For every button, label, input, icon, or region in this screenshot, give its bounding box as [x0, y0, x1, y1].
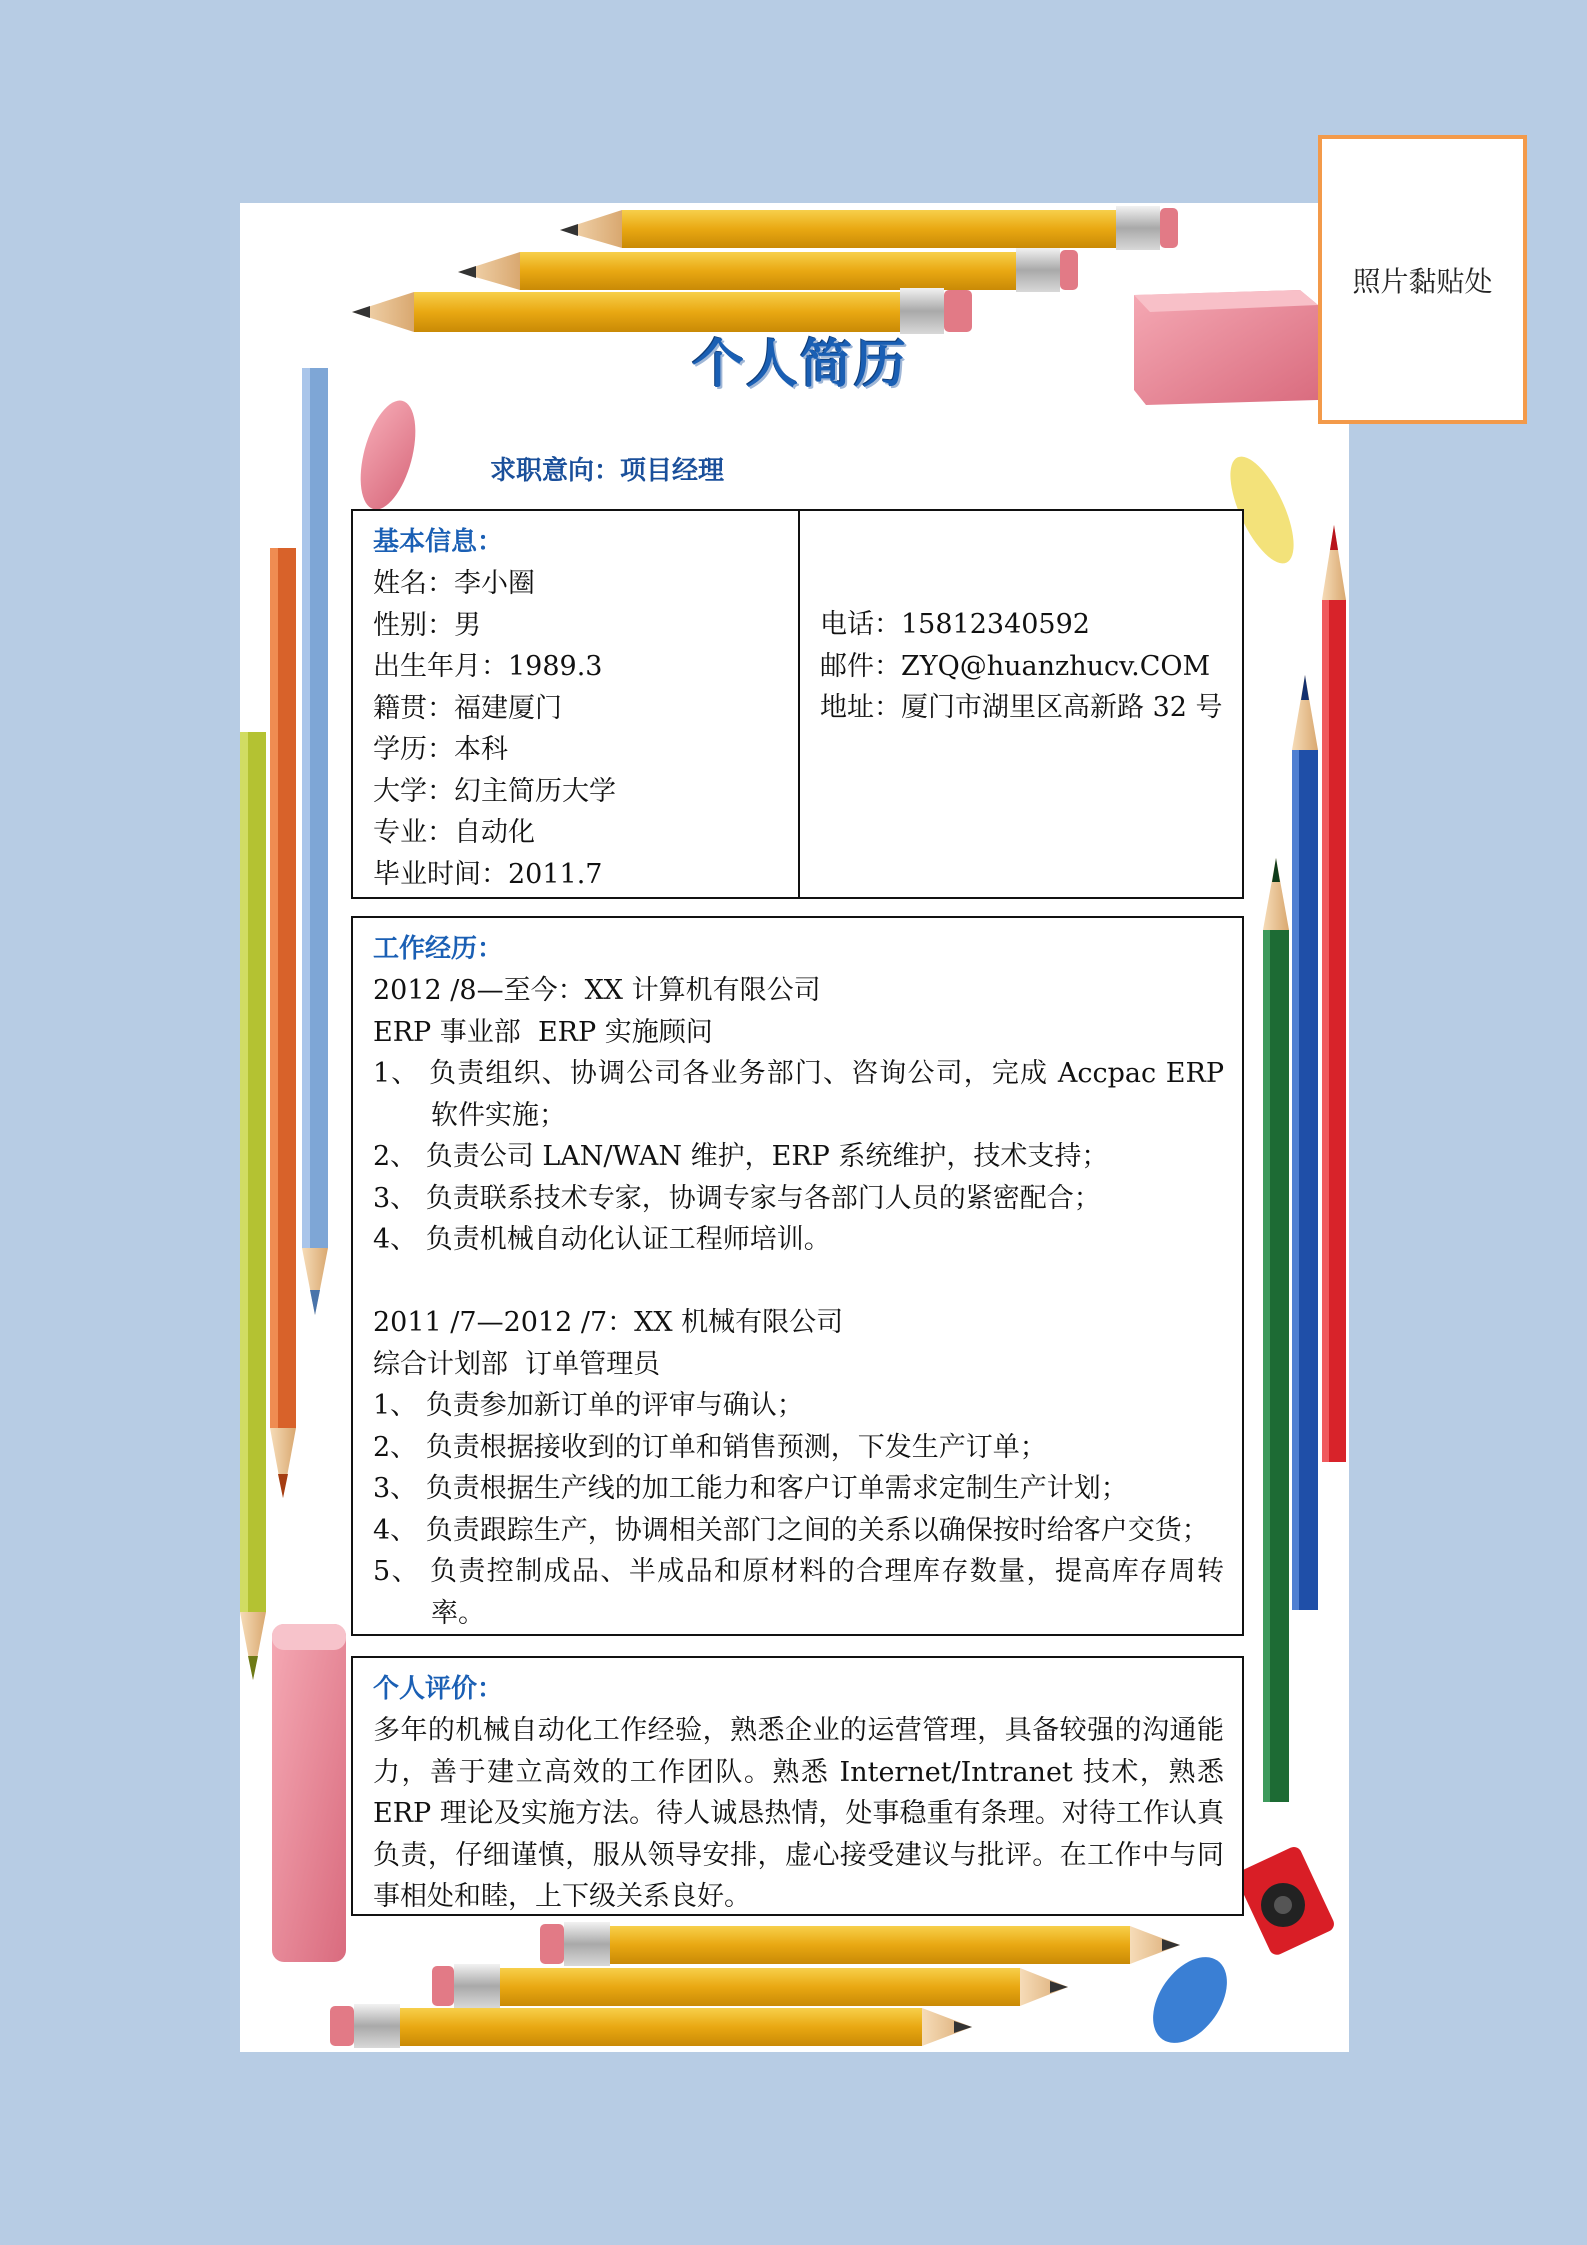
address-field: 地址：厦门市湖里区高新路 32 号 — [820, 692, 1223, 723]
gender-field: 性别：男 — [373, 609, 481, 641]
university-field: 大学：幻主简历大学 — [373, 775, 616, 807]
pencil-icon — [432, 1964, 1068, 2008]
basic-info-left — [373, 521, 616, 895]
pencil-icon — [1263, 858, 1289, 1802]
pencil-icon — [330, 2004, 972, 2048]
major-field: 专业：自动化 — [373, 817, 535, 848]
self-evaluation-heading: 个人评价： — [373, 1674, 504, 1704]
phone-field: 电话：15812340592 — [820, 609, 1090, 640]
job-period: 2011 /7—2012 /7：XX 机械有限公司 — [373, 1307, 844, 1338]
job-duty: 5、 负责控制成品、半成品和原材料的合理库存数量，提高库存周转率。 — [373, 1556, 1224, 1629]
job-duty: 1、 负责组织、协调公司各业务部门、咨询公司，完成 Accpac ERP 软件实施； — [373, 1058, 1224, 1131]
graduation-field: 毕业时间：2011.7 — [373, 858, 603, 890]
basic-info-right — [820, 604, 1223, 729]
basic-info-heading: 基本信息： — [373, 527, 504, 557]
pencil-icon — [458, 248, 1078, 292]
eraser-cap-icon — [350, 395, 425, 516]
eraser-icon — [272, 1624, 346, 1962]
work-experience-content — [373, 928, 1224, 1634]
pencil-icon — [1292, 675, 1318, 1610]
job-duty: 3、 负责根据生产线的加工能力和客户订单需求定制生产计划； — [373, 1473, 1128, 1504]
self-evaluation-text: 多年的机械自动化工作经验，熟悉企业的运营管理，具备较强的沟通能力，善于建立高效的工作团队。熟悉 Internet/Intranet 技术，熟悉 ERP 理论及实施方法。待人诚恳热情，处事稳重有条理。对待工作认真负责，仔细谨慎，服从领导安排，虚心接受建议与批评。在工作中与同事相处和睦，上下级关系良好。 — [373, 1715, 1224, 1912]
pencil-icon — [1322, 525, 1346, 1462]
page-title: 个人简历 — [691, 334, 908, 395]
job-duty: 2、 负责公司 LAN/WAN 维护，ERP 系统维护，技术支持； — [373, 1141, 1109, 1172]
spacer — [373, 1261, 1224, 1303]
birth-field: 出生年月：1989.3 — [373, 651, 603, 682]
job-duty: 4、 负责机械自动化认证工程师培训。 — [373, 1224, 831, 1255]
work-experience-section — [351, 916, 1244, 1636]
email-field: 邮件：ZYQ@huanzhucv.COM — [820, 650, 1211, 682]
eraser-cap-icon — [1138, 1943, 1242, 2056]
eraser-icon — [1134, 290, 1318, 405]
job-duty: 2、 负责根据接收到的订单和销售预测，下发生产订单； — [373, 1431, 1047, 1463]
job-role: 综合计划部 订单管理员 — [373, 1348, 661, 1380]
photo-placeholder — [1318, 135, 1527, 424]
pencil-icon — [540, 1922, 1180, 1966]
job-role: ERP 事业部 ERP 实施顾问 — [373, 1016, 713, 1048]
hometown-field: 籍贯：福建厦门 — [373, 692, 562, 724]
column-divider — [798, 511, 800, 897]
education-field: 学历：本科 — [373, 734, 508, 765]
pencil-icon — [302, 368, 328, 1315]
job-intent: 求职意向：项目经理 — [490, 456, 725, 486]
self-evaluation-section — [351, 1656, 1244, 1916]
pencil-icon — [240, 732, 266, 1680]
job-duty: 3、 负责联系技术专家，协调专家与各部门人员的紧密配合； — [373, 1182, 1101, 1214]
work-experience-heading: 工作经历： — [373, 934, 504, 964]
job-duty: 1、 负责参加新订单的评审与确认； — [373, 1390, 804, 1421]
self-evaluation-content — [373, 1668, 1224, 1918]
photo-placeholder-label: 照片黏贴处 — [1352, 264, 1493, 298]
job-period: 2012 /8—至今：XX 计算机有限公司 — [373, 975, 821, 1006]
sharpener-icon — [1234, 1844, 1336, 1957]
name-field: 姓名：李小圈 — [373, 568, 535, 599]
pencil-icon — [270, 548, 296, 1498]
pencil-icon — [560, 206, 1178, 250]
basic-info-section — [351, 509, 1244, 899]
job-duty: 4、 负责跟踪生产，协调相关部门之间的关系以确保按时给客户交货； — [373, 1514, 1209, 1546]
